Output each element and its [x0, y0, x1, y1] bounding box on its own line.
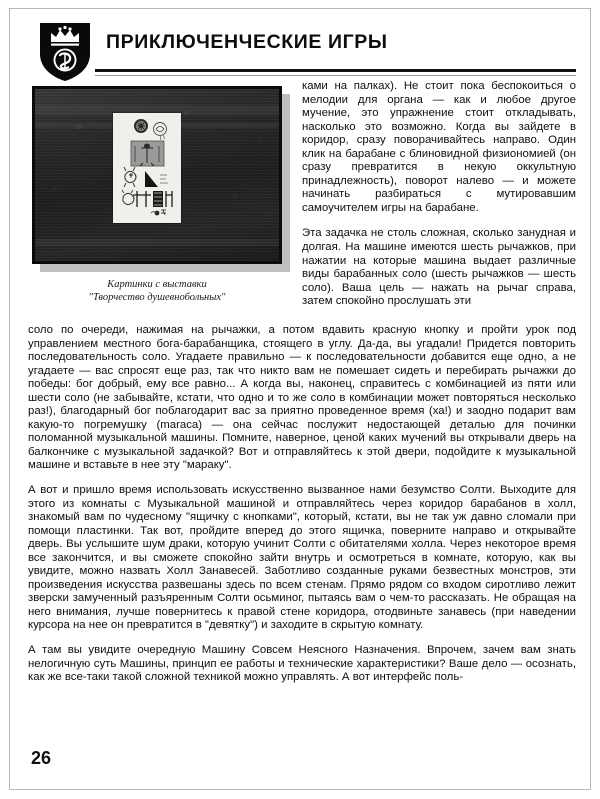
masthead-rule-thin	[95, 75, 576, 76]
asylum-art-poster-drawing	[113, 113, 181, 223]
masthead	[28, 14, 576, 76]
paragraph: А вот и пришло время использовать искусственно вызванное нами безумство Солти. Выходите для этого из комнаты с Музыкальной машиной и отправляйтесь через коридор барабанов в холл, знакомый вам по чудесному "ящичку с кнопками", который, кстати, вы не так уж давно сломали при помощи пластинки. Так вот, пройдите вперед до этого ящичка, поверните направо и открывайте дверь. Вы услышите шум драки, которую учинит Солти с обитателями холла. Через некоторое время все закончится, и вы сможете спокойно зайти внутрь и осмотреться в комнате, которую, как вы увидите, можно назвать Холл Занавесей. Заботливо созданные руками безвестных монстров, эти произведения искусства развешаны здесь по всем стенам. Прямо рядом со входом сиротливо лежит зверски замученный разъяренным Солти осьминог, пытаясь вам о чем-то рассказать. Не обращая на него внимания, лучше повернитесь к правой стене коридора, отодвиньте занавесь (при наведении курсора на нее он превратится в "девятку") и заходите в скрытую комнату.	[28, 484, 576, 632]
page-number: 26	[31, 748, 52, 768]
article-fullwidth-body	[28, 324, 576, 696]
figure-caption-line-1: Картинки с выставки	[107, 279, 207, 290]
paragraph: Эта задачка не столь сложная, сколько занудная и долгая. На машине имеются шесть рычажков, при нажатии на которые машина выдает различные виды барабанных соло (шесть рычажков — шесть соло). Ваша цель — нажать на рычаг справа, затем спокойно прослушать эти	[302, 227, 576, 308]
article-right-column	[302, 80, 576, 321]
paragraph: А там вы увидите очередную Машину Совсем Неясного Назначения. Впрочем, зачем вам знать нелогичную суть Машины, принцип ее работы и технические характеристики? Ваше дело — осознать, как же все-таки такой сложной техникой можно управлять. А вот интерфейс поль-	[28, 644, 576, 684]
figure-caption	[32, 278, 282, 304]
shield-crown-crest-icon	[38, 22, 92, 82]
dark-game-screenshot-photo	[32, 86, 282, 264]
figure-caption-line-2: "Творчество душевнобольных"	[88, 292, 226, 303]
photo-light-band	[35, 239, 279, 246]
figure	[32, 86, 290, 304]
page-title: ПРИКЛЮЧЕНЧЕСКИЕ ИГРЫ	[106, 31, 388, 53]
masthead-rule-thick	[95, 69, 576, 72]
paragraph: ками на палках). Не стоит пока беспокоиться о мелодии для органа — как и любое другое мучение, это упражнение стоит откладывать, насколько это возможно. Когда вы зайдете в коридор, сразу поворачивайтесь направо. Один клик на барабане с блиновидной физиономией (он сразу превратится в некую оккультную принадлежность), поворот налево — и можете начинать разбираться с мутировавшим самоучителем игры на барабане.	[302, 80, 576, 214]
paragraph: соло по очереди, нажимая на рычажки, а потом вдавить красную кнопку и пройти урок под управлением местного бога-барабанщика, стоящего в углу. Да-да, вы угадали! Придется повторить последовательность соло. Угадаете правильно — к последовательности добавится еще одно, а не угадаете — вас спросят еще раз, так что никто вам не помешает сидеть и перебирать рычажки до победы: бог добрый, ему все равно... А когда вы, наконец, справитесь с комбинацией из пяти или шести соло (не забывайте, кстати, что одно и то же соло в комбинации может повторяться несколько раз!), благодарный бог поблагодарит вас за приятно проведенное время (ха!) и заодно подарит вам какую-то погремушку (maraca) — она сейчас послужит недостающей деталью для починки поломанной музыкальной машины. Помните, наверное, ценой каких мучений вы открывали дверь на балкончике с музыкальной задачкой? Вот и отправляйтесь к этой двери, подойдите к музыкальной машине и вставьте в нее эту "мараку".	[28, 324, 576, 472]
